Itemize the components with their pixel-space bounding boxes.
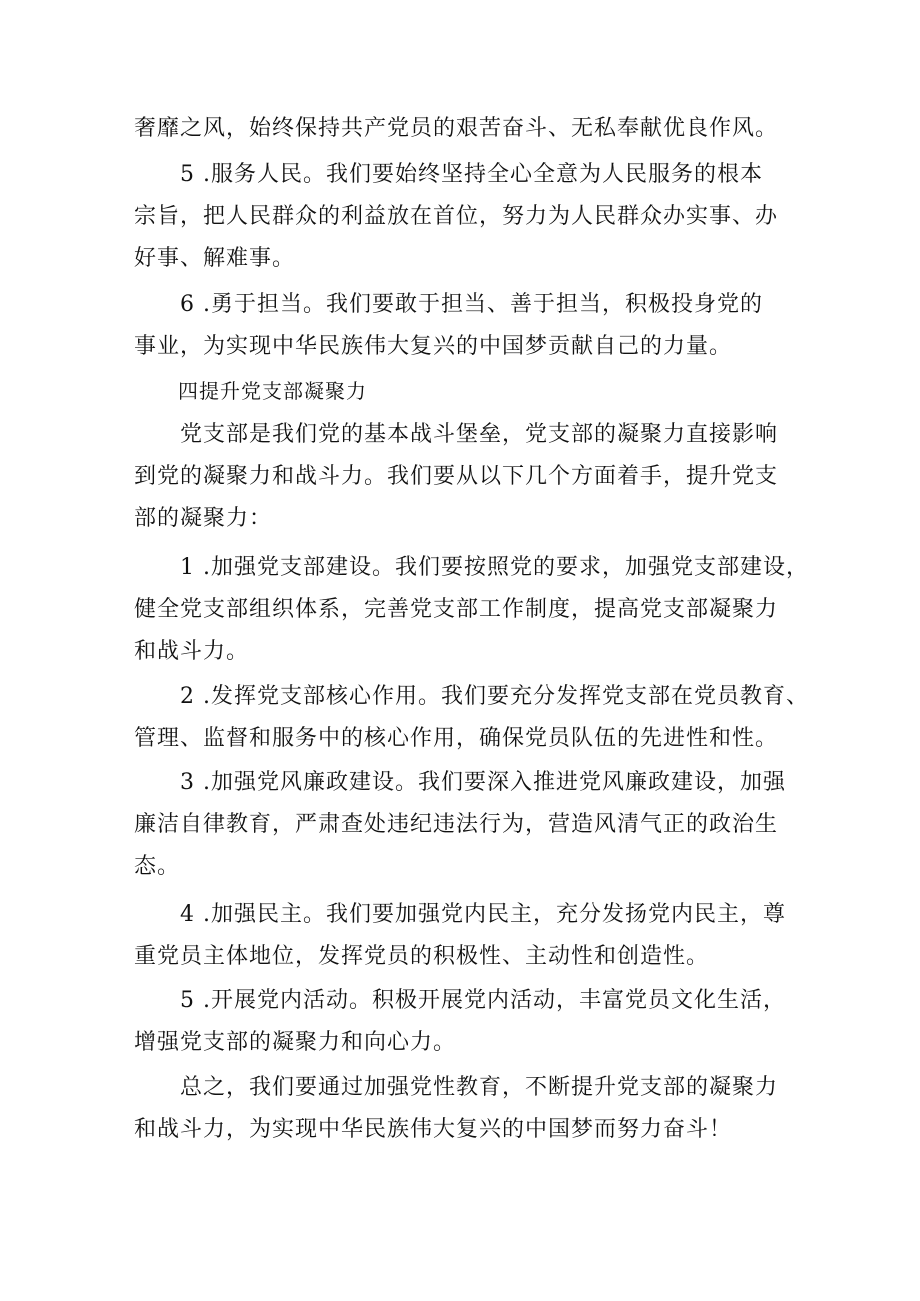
text-line: 廉洁自律教育，严肃查处违纪违法行为，营造风清气正的政治生: [134, 812, 779, 837]
text-line: 党支部是我们党的基本战斗堡垒，党支部的凝聚力直接影响: [180, 422, 779, 447]
text-line: 好事、解难事。: [134, 246, 296, 271]
text-line: 宗旨，把人民群众的利益放在首位，努力为人民群众办实事、办: [134, 204, 779, 229]
paragraph-item-2: [134, 676, 809, 760]
paragraph-conclusion: [134, 1067, 794, 1151]
paragraph-item-5-serve-people: [134, 154, 794, 280]
paragraph-item-1: [134, 547, 809, 673]
text-line: 和战斗力。: [134, 639, 250, 664]
paragraph-item-6-take-responsibility: [134, 284, 794, 368]
text-line: 增强党支部的凝聚力和向心力。: [134, 1030, 457, 1055]
text-line: 管理、监督和服务中的核心作用，确保党员队伍的先进性和性。: [134, 726, 779, 751]
text-line: 事业，为实现中华民族伟大复兴的中国梦贡献自己的力量。: [134, 334, 733, 359]
paragraph-intro: [134, 414, 794, 540]
paragraph-item-3: [134, 762, 794, 888]
text-line: 4 .加强民主。我们要加强党内民主，充分发扬党内民主，尊: [180, 902, 786, 927]
text-line: 到党的凝聚力和战斗力。我们要从以下几个方面着手，提升党支: [134, 464, 779, 489]
paragraph-item-5-activities: [134, 980, 794, 1064]
paragraph-continuation: [134, 108, 794, 150]
text-line: 1 .加强党支部建设。我们要按照党的要求，加强党支部建设，: [180, 555, 809, 580]
text-line: 5 .服务人民。我们要始终坚持全心全意为人民服务的根本: [180, 162, 763, 187]
text-line: 和战斗力，为实现中华民族伟大复兴的中国梦而努力奋斗！: [134, 1117, 733, 1142]
text-line: 健全党支部组织体系，完善党支部工作制度，提高党支部凝聚力: [134, 597, 779, 622]
text-line: 3 .加强党风廉政建设。我们要深入推进党风廉政建设，加强: [180, 770, 786, 795]
text-line: 2 .发挥党支部核心作用。我们要充分发挥党支部在党员教育、: [180, 684, 809, 709]
paragraph-item-4: [134, 894, 794, 978]
text-line: 重党员主体地位，发挥党员的积极性、主动性和创造性。: [134, 944, 710, 969]
text-line: 5 .开展党内活动。积极开展党内活动，丰富党员文化生活，: [180, 988, 786, 1013]
text-line: 奢靡之风，始终保持共产党员的艰苦奋斗、无私奉献优良作风。: [134, 116, 779, 141]
text-line: 部的凝聚力：: [134, 506, 273, 531]
section-heading: 四提升党支部凝聚力: [178, 379, 367, 403]
text-line: 态。: [134, 854, 181, 879]
text-line: 6 .勇于担当。我们要敢于担当、善于担当，积极投身党的: [180, 292, 763, 317]
text-line: 总之，我们要通过加强党性教育，不断提升党支部的凝聚力: [180, 1075, 779, 1100]
